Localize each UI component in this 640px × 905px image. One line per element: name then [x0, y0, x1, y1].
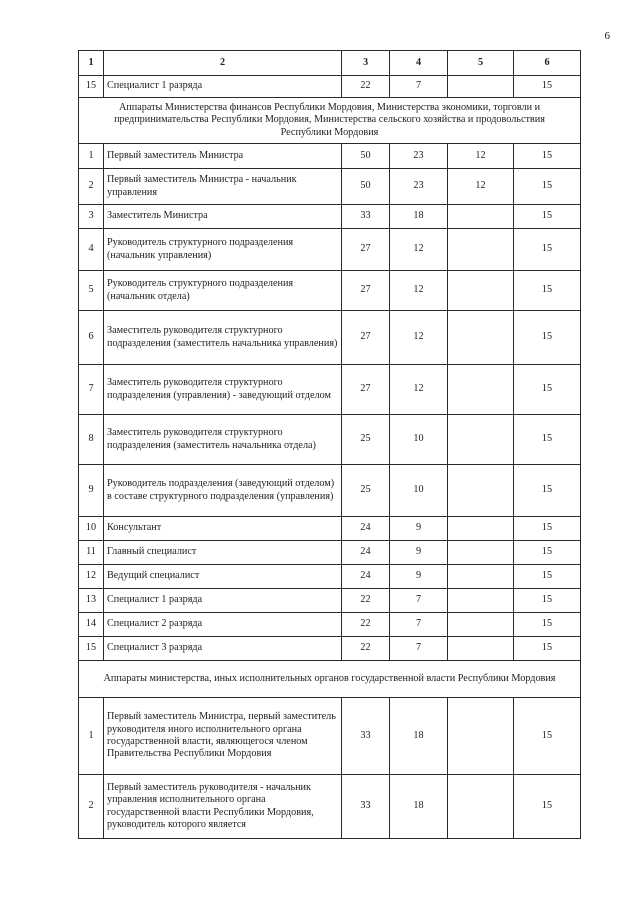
row-number: 10 — [79, 517, 104, 541]
value-col-3: 25 — [342, 465, 390, 517]
value-col-5: 12 — [448, 144, 514, 169]
position-name: Ведущий специалист — [104, 565, 342, 589]
value-col-5 — [448, 775, 514, 839]
value-col-3: 22 — [342, 637, 390, 661]
value-col-5 — [448, 205, 514, 229]
table-row — [79, 541, 581, 565]
value-col-4: 9 — [390, 541, 448, 565]
position-name: Первый заместитель Министра — [104, 144, 342, 169]
row-number: 6 — [79, 311, 104, 365]
value-col-3: 33 — [342, 775, 390, 839]
row-number: 13 — [79, 589, 104, 613]
value-col-4: 23 — [390, 169, 448, 205]
table-row — [79, 144, 581, 169]
value-col-5 — [448, 465, 514, 517]
position-name: Первый заместитель Министра, первый заместитель руководителя иного исполнительного органа государственной власти, являющегося членом Правительства Республики Мордовия — [104, 698, 342, 775]
row-number: 5 — [79, 271, 104, 311]
value-col-3: 33 — [342, 205, 390, 229]
value-col-4: 7 — [390, 589, 448, 613]
position-name: Заместитель руководителя структурного подразделения (заместитель начальника отдела) — [104, 415, 342, 465]
column-header: 6 — [514, 51, 581, 76]
value-col-4: 12 — [390, 365, 448, 415]
value-col-6: 15 — [514, 565, 581, 589]
value-col-3: 27 — [342, 229, 390, 271]
value-col-3: 22 — [342, 589, 390, 613]
section-title: Аппараты Министерства финансов Республики Мордовия, Министерства экономики, торговли и предпринимательства Республики Мордовия, Министерства сельского хозяйства и продовольствия Республики Мордовия — [79, 98, 581, 144]
value-col-6: 15 — [514, 271, 581, 311]
value-col-5 — [448, 365, 514, 415]
position-name: Специалист 3 разряда — [104, 637, 342, 661]
table-row — [79, 271, 581, 311]
section-header-row — [79, 661, 581, 698]
value-col-6: 15 — [514, 541, 581, 565]
row-number: 9 — [79, 465, 104, 517]
value-col-3: 27 — [342, 271, 390, 311]
row-number: 15 — [79, 76, 104, 98]
page-number: 6 — [604, 30, 610, 42]
row-number: 8 — [79, 415, 104, 465]
position-name: Руководитель подразделения (заведующий отделом) в составе структурного подразделения (управления) — [104, 465, 342, 517]
value-col-6: 15 — [514, 465, 581, 517]
value-col-3: 24 — [342, 565, 390, 589]
value-col-4: 18 — [390, 698, 448, 775]
value-col-6: 15 — [514, 698, 581, 775]
value-col-3: 33 — [342, 698, 390, 775]
row-number: 14 — [79, 613, 104, 637]
value-col-6: 15 — [514, 365, 581, 415]
value-col-6: 15 — [514, 205, 581, 229]
row-number: 2 — [79, 169, 104, 205]
value-col-4: 12 — [390, 311, 448, 365]
table-row — [79, 229, 581, 271]
value-col-5 — [448, 589, 514, 613]
row-number: 3 — [79, 205, 104, 229]
position-name: Заместитель Министра — [104, 205, 342, 229]
value-col-4: 7 — [390, 76, 448, 98]
value-col-6: 15 — [514, 76, 581, 98]
table-row — [79, 698, 581, 775]
table-row — [79, 169, 581, 205]
value-col-3: 24 — [342, 541, 390, 565]
row-number: 15 — [79, 637, 104, 661]
value-col-5 — [448, 76, 514, 98]
value-col-4: 9 — [390, 517, 448, 541]
value-col-5 — [448, 637, 514, 661]
value-col-4: 10 — [390, 465, 448, 517]
row-number: 7 — [79, 365, 104, 415]
position-name: Первый заместитель руководителя - начальник управления исполнительного органа государственной власти Республики Мордовия, руководитель которого является — [104, 775, 342, 839]
position-name: Руководитель структурного подразделения (начальник отдела) — [104, 271, 342, 311]
row-number: 11 — [79, 541, 104, 565]
value-col-4: 9 — [390, 565, 448, 589]
value-col-3: 22 — [342, 613, 390, 637]
position-name: Консультант — [104, 517, 342, 541]
column-header: 4 — [390, 51, 448, 76]
column-header: 5 — [448, 51, 514, 76]
value-col-6: 15 — [514, 229, 581, 271]
value-col-5 — [448, 271, 514, 311]
value-col-6: 15 — [514, 613, 581, 637]
value-col-6: 15 — [514, 775, 581, 839]
row-number: 1 — [79, 698, 104, 775]
position-name: Руководитель структурного подразделения (начальник управления) — [104, 229, 342, 271]
value-col-3: 25 — [342, 415, 390, 465]
column-header: 2 — [104, 51, 342, 76]
value-col-5 — [448, 311, 514, 365]
position-name: Специалист 1 разряда — [104, 76, 342, 98]
value-col-3: 50 — [342, 144, 390, 169]
position-name: Заместитель руководителя структурного подразделения (управления) - заведующий отделом — [104, 365, 342, 415]
value-col-4: 18 — [390, 775, 448, 839]
value-col-6: 15 — [514, 144, 581, 169]
position-name: Заместитель руководителя структурного подразделения (заместитель начальника управления) — [104, 311, 342, 365]
table-row — [79, 311, 581, 365]
row-number: 1 — [79, 144, 104, 169]
position-name: Главный специалист — [104, 541, 342, 565]
row-number: 12 — [79, 565, 104, 589]
value-col-5 — [448, 565, 514, 589]
table-row — [79, 76, 581, 98]
table-row — [79, 415, 581, 465]
value-col-6: 15 — [514, 517, 581, 541]
value-col-4: 12 — [390, 229, 448, 271]
table-row — [79, 775, 581, 839]
salary-table — [78, 50, 581, 839]
value-col-5 — [448, 613, 514, 637]
table-row — [79, 205, 581, 229]
value-col-6: 15 — [514, 311, 581, 365]
table-row — [79, 465, 581, 517]
table-row — [79, 589, 581, 613]
value-col-5 — [448, 415, 514, 465]
position-name: Первый заместитель Министра - начальник управления — [104, 169, 342, 205]
value-col-6: 15 — [514, 169, 581, 205]
value-col-5 — [448, 698, 514, 775]
value-col-3: 27 — [342, 311, 390, 365]
section-header-row — [79, 98, 581, 144]
column-header: 1 — [79, 51, 104, 76]
position-name: Специалист 2 разряда — [104, 613, 342, 637]
position-name: Специалист 1 разряда — [104, 589, 342, 613]
value-col-4: 18 — [390, 205, 448, 229]
table-row — [79, 565, 581, 589]
table-header-row — [79, 51, 581, 76]
value-col-4: 12 — [390, 271, 448, 311]
value-col-6: 15 — [514, 415, 581, 465]
value-col-6: 15 — [514, 589, 581, 613]
value-col-3: 22 — [342, 76, 390, 98]
value-col-4: 7 — [390, 613, 448, 637]
value-col-4: 7 — [390, 637, 448, 661]
column-header: 3 — [342, 51, 390, 76]
table-row — [79, 637, 581, 661]
table-row — [79, 613, 581, 637]
value-col-3: 50 — [342, 169, 390, 205]
value-col-6: 15 — [514, 637, 581, 661]
value-col-5 — [448, 541, 514, 565]
row-number: 2 — [79, 775, 104, 839]
value-col-5: 12 — [448, 169, 514, 205]
table-row — [79, 365, 581, 415]
row-number: 4 — [79, 229, 104, 271]
value-col-5 — [448, 517, 514, 541]
value-col-4: 10 — [390, 415, 448, 465]
value-col-3: 27 — [342, 365, 390, 415]
section-title: Аппараты министерства, иных исполнительных органов государственной власти Республики Мордовия — [79, 661, 581, 698]
value-col-5 — [448, 229, 514, 271]
value-col-4: 23 — [390, 144, 448, 169]
table-row — [79, 517, 581, 541]
value-col-3: 24 — [342, 517, 390, 541]
